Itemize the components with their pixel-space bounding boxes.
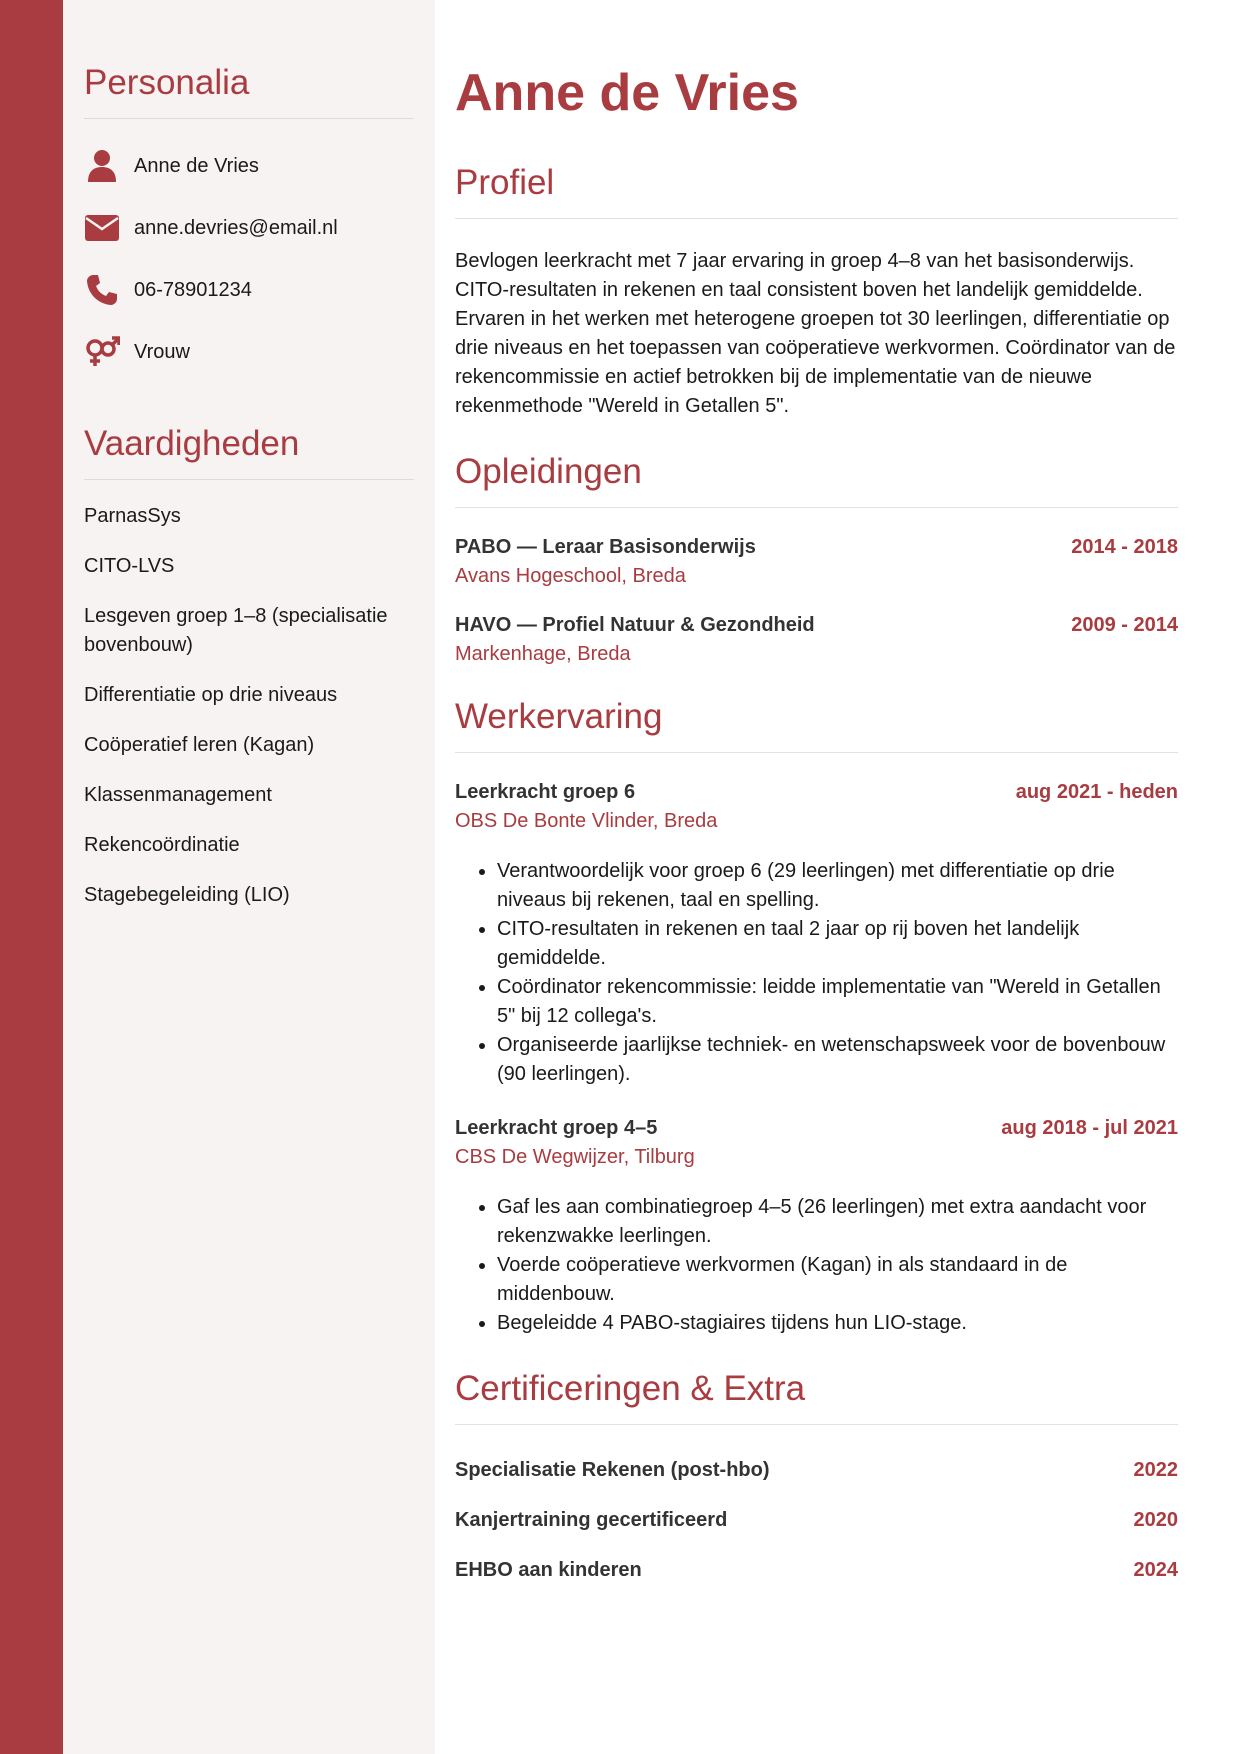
bullet-item: • Coördinator rekencommissie: leidde implementatie van "Wereld in Getallen 5" bij 12 collega's. [497,973,1178,1031]
contact-gender-text: Vrouw [134,340,190,363]
job-title: Leerkracht groep 4–5 [455,1117,658,1140]
skill-item: Differentiatie op drie niveaus [84,684,338,706]
experience-entry [455,1117,1178,1338]
profile-text: Bevlogen leerkracht met 7 jaar ervaring in groep 4–8 van het basisonderwijs. CITO-resultaten in rekenen en taal consistent boven het landelijk gemiddelde. Ervaren in het werken met heterogene groepen tot 30 leerlingen, differentiatie op drie niveaus en het toepassen van coöperatieve werkvormen. Coördinator van de rekencommissie en actief betrokken bij de implementatie van de nieuwe rekenmethode "Wereld in Getallen 5". [455,250,1176,418]
skill-item: Stagebegeleiding (LIO) [84,884,290,906]
bullet-item: • Voerde coöperatieve werkvormen (Kagan) in als standaard in de middenbouw. [497,1251,1178,1309]
skill-item: ParnasSys [84,505,181,527]
cert-year: 2024 [1133,1559,1178,1582]
job-date: aug 2021 - heden [1015,781,1178,804]
bullet-item: • Gaf les aan combinatiegroep 4–5 (26 leerlingen) met extra aandacht voor rekenzwakke leerlingen. [497,1193,1178,1251]
education-title: Opleidingen [455,451,1178,508]
bullet-item: • Organiseerde jaarlijkse techniek- en wetenschapsweek voor de bovenbouw (90 leerlingen). [497,1031,1178,1089]
bullet-item: • Begeleidde 4 PABO-stagiaires tijdens hun LIO-stage. [497,1309,1178,1338]
sidebar-content [84,62,414,931]
job-date: aug 2018 - jul 2021 [1001,1117,1178,1140]
contact-phone-text: 06-78901234 [134,278,252,301]
personal-title: Personalia [84,62,414,119]
cert-row [455,1559,1178,1582]
education-degree: PABO — Leraar Basisonderwijs [455,536,756,559]
accent-stripe [0,0,63,1754]
main-content [455,62,1178,1609]
cert-row [455,1509,1178,1532]
skill-item: Coöperatief leren (Kagan) [84,734,315,756]
cert-row [455,1459,1178,1482]
education-entry [455,536,1178,588]
skill-item: Rekencoördinatie [84,834,240,856]
education-school: Markenhage, Breda [455,643,631,666]
skill-item: CITO-LVS [84,555,175,577]
skill-item: Klassenmanagement [84,784,272,806]
job-employer: CBS De Wegwijzer, Tilburg [455,1146,695,1169]
contact-email [84,197,414,259]
cert-year: 2020 [1133,1509,1178,1532]
bullet-item: • Verantwoordelijk voor groep 6 (29 leerlingen) met differentiatie op drie niveaus bij rekenen, taal en spelling. [497,857,1178,915]
education-degree: HAVO — Profiel Natuur & Gezondheid [455,614,815,637]
skill-list [84,502,414,910]
cert-year: 2022 [1133,1459,1178,1482]
education-list [455,536,1178,666]
cert-name: Kanjertraining gecertificeerd [455,1509,728,1532]
envelope-icon [84,210,120,246]
job-employer: OBS De Bonte Vlinder, Breda [455,810,718,833]
contact-name [84,135,414,197]
experience-entry [455,781,1178,1089]
skills-title: Vaardigheden [84,423,414,480]
contact-name-text: Anne de Vries [134,154,259,177]
cert-name: EHBO aan kinderen [455,1559,642,1582]
gender-icon [84,334,120,370]
bullet-item: • CITO-resultaten in rekenen en taal 2 jaar op rij boven het landelijk gemiddelde. [497,915,1178,973]
cert-name: Specialisatie Rekenen (post-hbo) [455,1459,770,1482]
contact-email-text: anne.devries@email.nl [134,216,338,239]
contact-gender [84,321,414,383]
candidate-name: Anne de Vries [455,64,799,122]
contact-phone [84,259,414,321]
education-date: 2009 - 2014 [1071,614,1178,637]
certs-title: Certificeringen & Extra [455,1368,1178,1425]
job-bullets [455,857,1178,1089]
profile-title: Profiel [455,162,1178,219]
phone-icon [84,272,120,308]
education-date: 2014 - 2018 [1071,536,1178,559]
contact-list [84,135,414,383]
job-bullets [455,1193,1178,1338]
education-entry [455,614,1178,666]
cert-list [455,1459,1178,1582]
job-title: Leerkracht groep 6 [455,781,636,804]
skill-item: Lesgeven groep 1–8 (specialisatie bovenbouw) [84,605,388,656]
person-icon [84,148,120,184]
experience-title: Werkervaring [455,696,1178,753]
education-school: Avans Hogeschool, Breda [455,565,686,588]
